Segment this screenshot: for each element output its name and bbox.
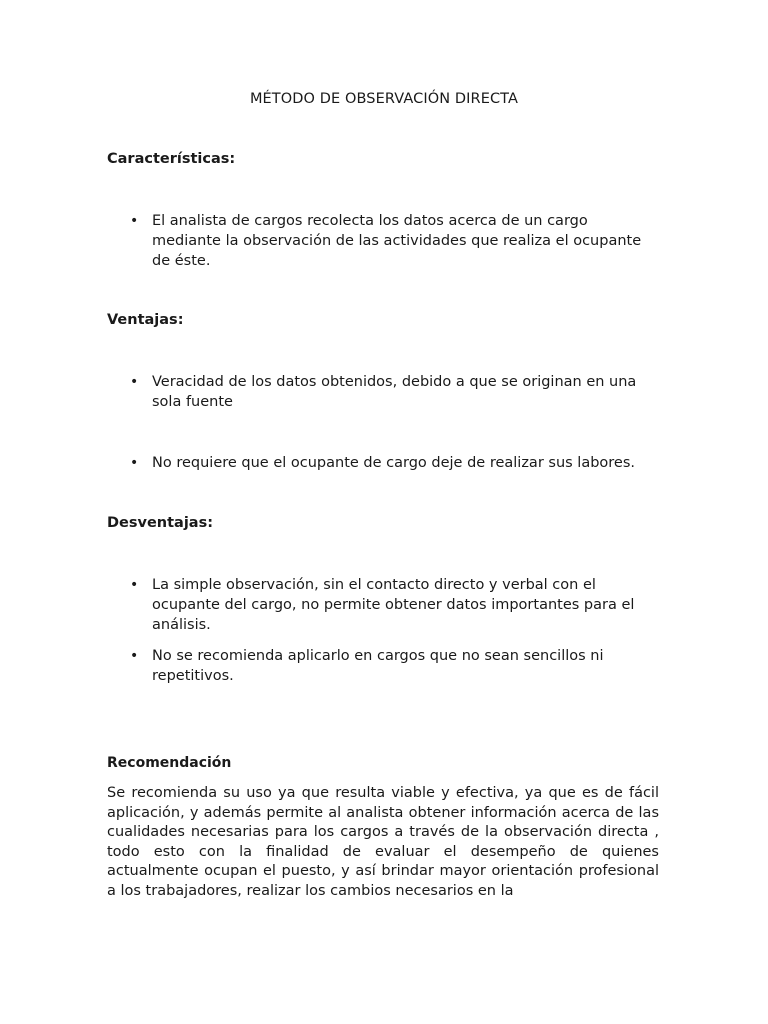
heading-desventajas: Desventajas: <box>107 515 214 531</box>
list-item <box>130 646 660 686</box>
list-item-text: No se recomienda aplicarlo en cargos que no sean sencillos ni repetitivos. <box>152 648 604 684</box>
heading-ventajas: Ventajas: <box>107 312 184 328</box>
list-item-text: Veracidad de los datos obtenidos, debido a que se originan en una sola fuente <box>152 374 637 410</box>
document-title: MÉTODO DE OBSERVACIÓN DIRECTA <box>249 91 519 107</box>
heading-caracteristicas: Características: <box>107 151 236 167</box>
list-item <box>130 211 660 271</box>
bullet-icon: • <box>130 213 139 229</box>
list-item-text: El analista de cargos recolecta los datos acerca de un cargo mediante la observación de las actividades que realiza el ocupante de éste. <box>152 213 642 269</box>
recomendacion-paragraph: Se recomienda su uso ya que resulta viable y efectiva, ya que es de fácil aplicación, y además permite al analista obtener información acerca de las cualidades necesarias para los cargos a través de la observación directa , todo esto con la finalidad de evaluar el desempeño de quienes actualmente ocupan el puesto, y así brindar mayor orientación profesional a los trabajadores, realizar los cambios necesarios en la <box>107 785 659 899</box>
heading-recomendacion: Recomendación <box>107 755 232 771</box>
list-item-text: No requiere que el ocupante de cargo deje de realizar sus labores. <box>152 455 636 471</box>
list-item <box>130 453 660 473</box>
bullet-icon: • <box>130 455 139 471</box>
list-item <box>130 575 660 635</box>
list-item <box>130 372 660 412</box>
list-item-text: La simple observación, sin el contacto directo y verbal con el ocupante del cargo, no permite obtener datos importantes para el análisis. <box>152 577 635 633</box>
bullet-icon: • <box>130 374 139 390</box>
bullet-icon: • <box>130 577 139 593</box>
bullet-icon: • <box>130 648 139 664</box>
